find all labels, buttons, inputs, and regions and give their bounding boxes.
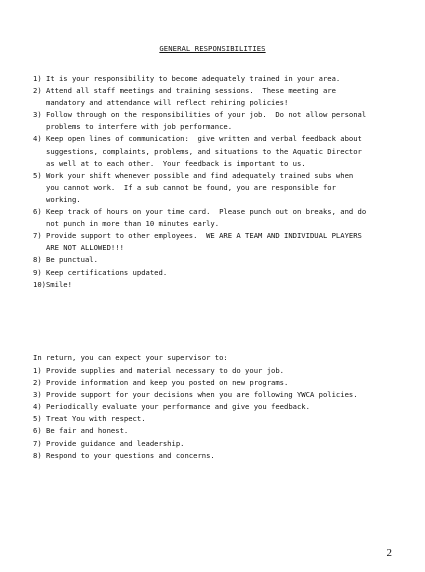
list-item (33, 425, 403, 437)
item-line: Smile! (45, 279, 72, 289)
item-number: 7) (33, 438, 42, 448)
item-line: Provide guidance and leadership. (46, 438, 185, 448)
item-text (46, 425, 403, 437)
item-line: Periodically evaluate your performance and give you feedback. (46, 402, 310, 412)
list-item (33, 365, 403, 377)
item-text (46, 377, 403, 389)
item-line: It is your responsibility to become adequately trained in your area. (46, 74, 341, 83)
list-item (33, 389, 403, 401)
list-item (33, 401, 403, 413)
item-text (46, 206, 403, 230)
item-number: 2) (33, 378, 42, 388)
item-number: 8) (33, 450, 42, 460)
item-line: Keep certifications updated. (46, 267, 168, 277)
list-item (33, 450, 403, 462)
item-number: 6) (33, 207, 42, 217)
item-text (46, 401, 403, 413)
list-item (33, 85, 403, 109)
list-item (33, 230, 403, 254)
item-number: 10) (33, 279, 46, 289)
item-line: working. (46, 194, 81, 204)
return-intro: In return, you can expect your supervisor to: (33, 353, 228, 362)
page-title: GENERAL RESPONSIBILITIES (159, 44, 266, 53)
item-line: Attend all staff meetings and training sessions. These meeting are (46, 86, 336, 96)
item-text (46, 450, 403, 462)
item-line: Be fair and honest. (46, 426, 129, 436)
item-text (46, 267, 403, 279)
item-line: suggestions, complaints, problems, and situations to the Aquatic Director (46, 146, 362, 156)
list-item (33, 267, 403, 279)
item-text (46, 73, 403, 85)
item-line: you cannot work. If a sub cannot be found, you are responsible for (46, 182, 336, 192)
item-line: Work your shift whenever possible and find adequately trained subs when (46, 170, 354, 180)
item-line: Provide supplies and material necessary to do your job. (46, 366, 284, 375)
item-line: Provide information and keep you posted on new programs. (46, 378, 289, 388)
item-number: 4) (33, 402, 42, 412)
item-text (46, 438, 403, 450)
list-item (33, 109, 403, 133)
item-line: Treat You with respect. (46, 414, 146, 424)
list-item (33, 413, 403, 425)
item-number: 1) (33, 366, 42, 375)
item-line: ARE NOT ALLOWED!!! (46, 243, 124, 253)
item-number: 5) (33, 414, 42, 424)
item-text (46, 254, 403, 266)
supervisor-list (33, 365, 403, 462)
list-item (33, 438, 403, 450)
list-item (33, 377, 403, 389)
item-text (46, 279, 403, 291)
item-number: 1) (33, 74, 42, 83)
responsibilities-list (33, 73, 403, 291)
list-item (33, 73, 403, 85)
item-text (46, 365, 403, 377)
item-line: Provide support to other employees. WE ARE A TEAM AND INDIVIDUAL PLAYERS (46, 231, 362, 241)
item-number: 6) (33, 426, 42, 436)
item-number: 3) (33, 110, 42, 120)
item-line: Keep track of hours on your time card. Please punch out on breaks, and do (46, 207, 367, 217)
item-text (46, 133, 403, 169)
item-number: 5) (33, 170, 42, 180)
item-line: Keep open lines of communication: give written and verbal feedback about (46, 134, 362, 144)
item-number: 4) (33, 134, 42, 144)
item-line: problems to interfere with job performance. (46, 122, 233, 132)
item-number: 2) (33, 86, 42, 96)
item-line: Provide support for your decisions when you are following YWCA policies. (46, 390, 358, 400)
item-line: as well at to each other. Your feedback is important to us. (46, 158, 306, 168)
item-text (46, 413, 403, 425)
item-text (46, 230, 403, 254)
list-item (33, 279, 403, 291)
page-number: 2 (386, 547, 392, 559)
item-line: Respond to your questions and concerns. (46, 450, 215, 460)
item-line: not punch in more than 10 minutes early. (46, 219, 220, 229)
item-number: 3) (33, 390, 42, 400)
item-text (46, 389, 403, 401)
item-text (46, 85, 403, 109)
item-line: mandatory and attendance will reflect rehiring policies! (46, 98, 289, 108)
item-number: 9) (33, 267, 42, 277)
item-text (46, 170, 403, 206)
list-item (33, 254, 403, 266)
item-text (46, 109, 403, 133)
item-line: Be punctual. (46, 255, 98, 265)
list-item (33, 206, 403, 230)
list-item (33, 170, 403, 206)
item-line: Follow through on the responsibilities of your job. Do not allow personal (46, 110, 367, 120)
item-number: 8) (33, 255, 42, 265)
list-item (33, 133, 403, 169)
item-number: 7) (33, 231, 42, 241)
